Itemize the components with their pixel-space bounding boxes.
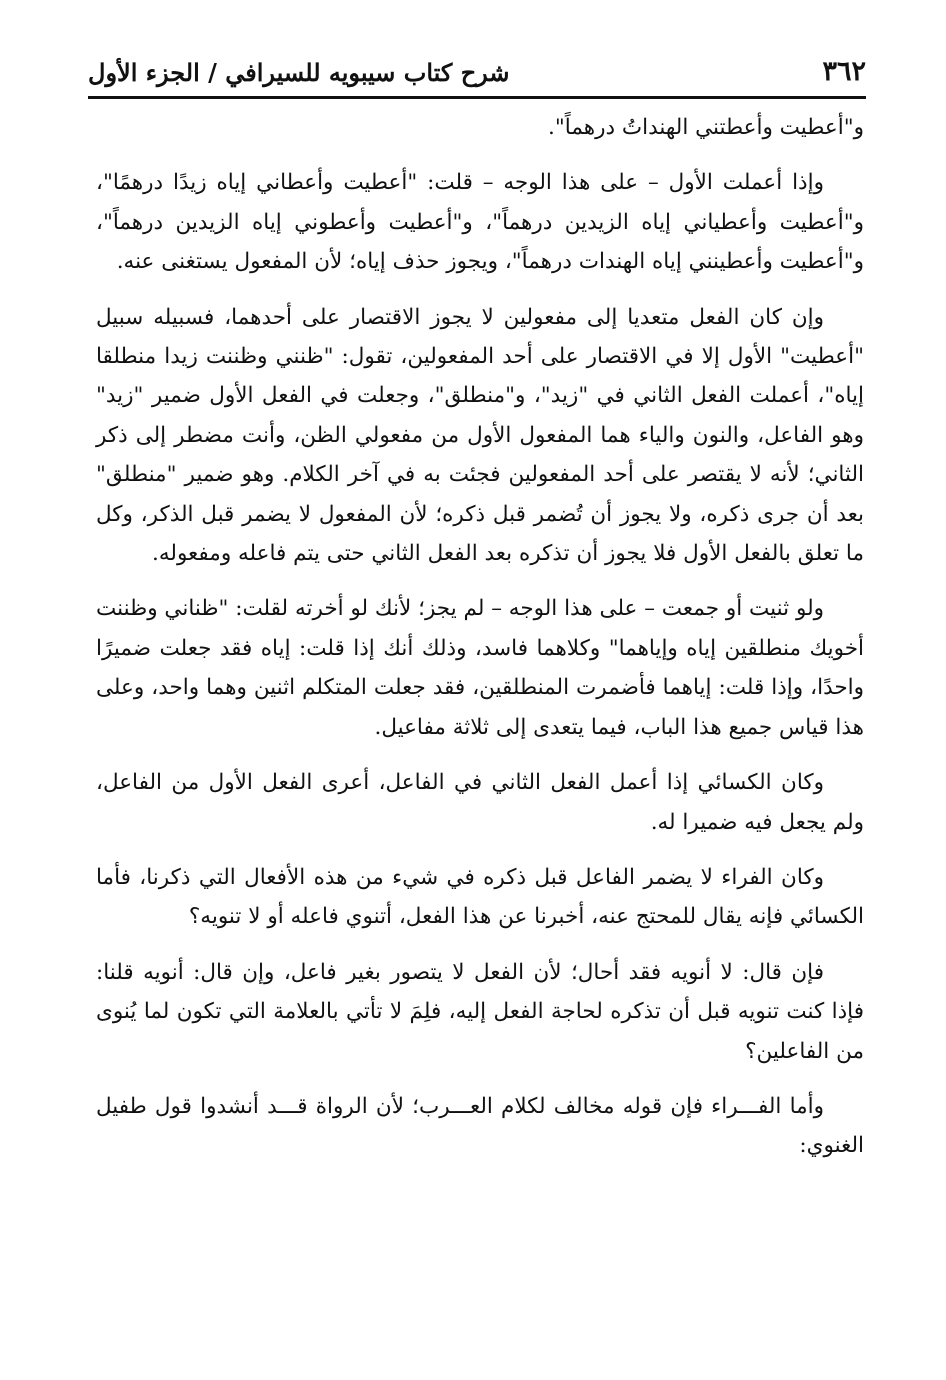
header-rule	[88, 96, 866, 99]
page-number: ٣٦٢	[822, 56, 866, 87]
paragraph-8: وأما الفـــراء فإن قوله مخالف لكلام العـــرب؛ لأن الرواة قـــد أنشدوا قول طفيل الغنوي:	[96, 1093, 864, 1159]
paragraph-2: وإذا أعملت الأول – على هذا الوجه – قلت: "أعطيت وأعطاني إياه زيدًا درهمًا"، و"أعطيت وأعطياني إياه الزيدين درهماً"، و"أعطيت وأعطوني إياه الزيدين درهماً"، و"أعطيت وأعطينني إياه الهندات درهماً"، ويجوز حذف إياه؛ لأن المفعول يستغنى عنه.	[96, 170, 864, 275]
paragraph-1: و"أعطيت وأعطتني الهنداتُ درهماً".	[548, 115, 864, 140]
body-text	[96, 108, 864, 1182]
running-title: شرح كتاب سيبويه للسيرافي / الجزء الأول	[88, 58, 510, 87]
paragraph-6: وكان الفراء لا يضمر الفاعل قبل ذكره في شيء من هذه الأفعال التي ذكرنا، فأما الكسائي فإنه يقال للمحتج عنه، أخبرنا عن هذا الفعل، أتنوي فاعله أو لا تنويه؟	[96, 864, 864, 930]
paragraph-7: فإن قال: لا أنويه فقد أحال؛ لأن الفعل لا يتصور بغير فاعل، وإن قال: أنويه قلنا: فإذا كنت تنويه قبل أن تذكره لحاجة الفعل إليه، فلِمَ لا تأتي بالعلامة التي تكون لما يُنوى من الفاعلين؟	[96, 959, 864, 1064]
paragraph-3: وإن كان الفعل متعديا إلى مفعولين لا يجوز الاقتصار على أحدهما، فسبيله سبيل "أعطيت" الأول إلا في الاقتصار على أحد المفعولين، تقول: "ظنني وظننت زيدا منطلقا إياه"، أعملت الفعل الثاني في "زيد"، و"منطلق"، وجعلت في الفعل الأول ضمير "زيد" وهو الفاعل، والنون والياء هما المفعول الأول من مفعولي الظن، وأنت مضطر إلى ذكر الثاني؛ لأنه لا يقتصر على أحد المفعولين فجئت به في آخر الكلام. وهو ضمير "منطلق" بعد أن جرى ذكره، ولا يجوز أن تُضمر قبل ذكره؛ لأن المفعول لا يضمر قبل الذكر، وكل ما تعلق بالفعل الأول فلا يجوز أن تذكره بعد الفعل الثاني حتى يتم فاعله ومفعوله.	[96, 304, 864, 567]
paragraph-5: وكان الكسائي إذا أعمل الفعل الثاني في الفاعل، أعرى الفعل الأول من الفاعل، ولم يجعل فيه ضميرا له.	[96, 770, 864, 835]
page-header	[88, 52, 866, 94]
paragraph-4: ولو ثنيت أو جمعت – على هذا الوجه – لم يجز؛ لأنك لو أخرته لقلت: "ظناني وظننت أخويك منطلقين إياه وإياهما" وكلاهما فاسد، وذلك أنك إذا قلت: إياه فقد جعلت ضميرًا واحدًا، وإذا قلت: إياهما فأضمرت المنطلقين، فقد جعلت المتكلم اثنين وهما واحد، وعلى هذا قياس جميع هذا الباب، فيما يتعدى إلى ثلاثة مفاعيل.	[96, 596, 864, 740]
